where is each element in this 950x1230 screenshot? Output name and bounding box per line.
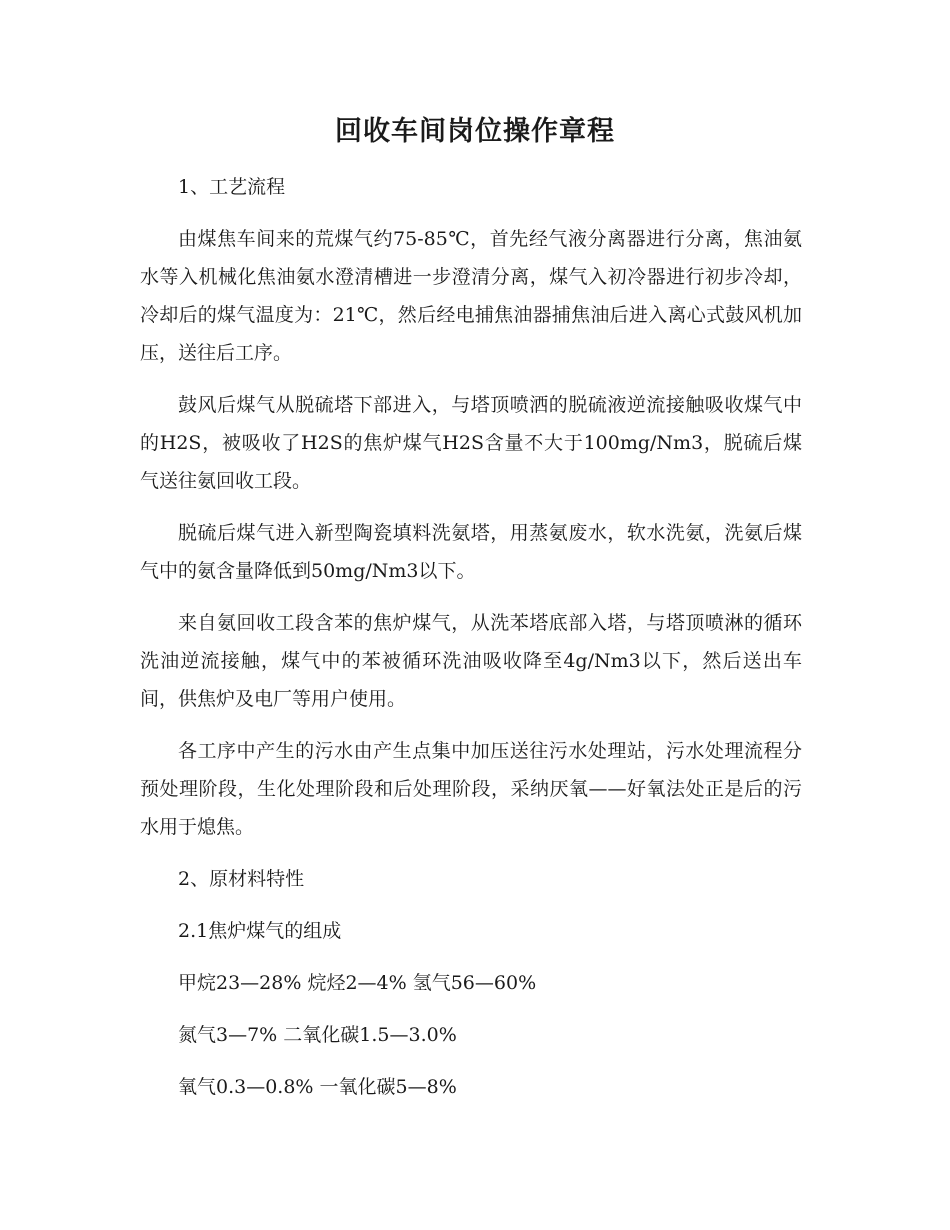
paragraph-wastewater: 各工序中产生的污水由产生点集中加压送往污水处理站，污水处理流程分预处理阶段，生化处理阶段和后处理阶段，采纳厌氧——好氧法处正是后的污水用于熄焦。 (140, 740, 802, 838)
document-title: 回收车间岗位操作章程 (335, 116, 615, 147)
document-body (140, 168, 802, 1120)
composition-line-3: 氧气0.3—0.8% 一氧化碳5—8% (178, 1076, 457, 1098)
section-heading-raw-materials: 2、原材料特性 (178, 868, 305, 890)
paragraph-desulfurization: 鼓风后煤气从脱硫塔下部进入，与塔顶喷洒的脱硫液逆流接触吸收煤气中的H2S，被吸收了H2S的焦炉煤气H2S含量不大于100mg/Nm3，脱硫后煤气送往氨回收工段。 (140, 394, 802, 492)
paragraph-raw-gas: 由煤焦车间来的荒煤气约75-85℃，首先经气液分离器进行分离，焦油氨水等入机械化焦油氨水澄清槽进一步澄清分离，煤气入初冷器进行初步冷却，冷却后的煤气温度为：21℃，然后经电捕焦油器捕焦油后进入离心式鼓风机加压，送往后工序。 (140, 228, 802, 364)
paragraph-ammonia-washing: 脱硫后煤气进入新型陶瓷填料洗氨塔，用蒸氨废水，软水洗氨，洗氨后煤气中的氨含量降低到50mg/Nm3以下。 (140, 522, 802, 582)
composition-line-2: 氮气3—7% 二氧化碳1.5—3.0% (178, 1024, 457, 1046)
section-heading-process-flow: 1、工艺流程 (178, 176, 286, 198)
subsection-heading-gas-composition: 2.1焦炉煤气的组成 (178, 920, 342, 942)
paragraph-benzene-washing: 来自氨回收工段含苯的焦炉煤气，从洗苯塔底部入塔，与塔顶喷淋的循环洗油逆流接触，煤气中的苯被循环洗油吸收降至4g/Nm3以下，然后送出车间，供焦炉及电厂等用户使用。 (140, 612, 802, 710)
composition-line-1: 甲烷23—28% 烷烃2—4% 氢气56—60% (178, 972, 537, 994)
